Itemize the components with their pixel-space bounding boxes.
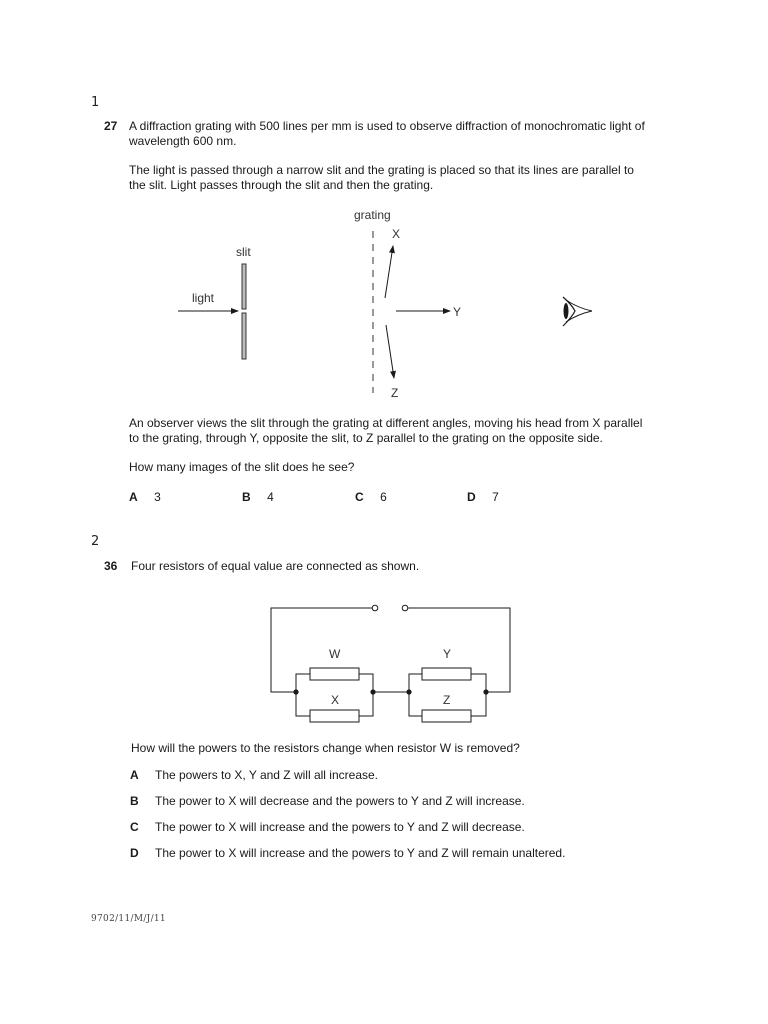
option-text: The power to X will increase and the powers to Y and Z will decrease. [155, 820, 525, 834]
q1-paragraph-1-line-1: A diffraction grating with 500 lines per mm is used to observe diffraction of monochromatic light of [129, 119, 645, 133]
option-letter: D [130, 846, 139, 860]
arrow-z-icon [386, 325, 394, 378]
option-letter: A [130, 768, 139, 782]
terminal-right-icon [402, 605, 408, 611]
circuit-diagram [0, 590, 768, 735]
option-text: The powers to X, Y and Z will all increase. [155, 768, 378, 782]
q1-paragraph-2-line-2: the slit. Light passes through the slit and then the grating. [129, 178, 434, 192]
question-index-1: 1 [91, 95, 100, 110]
q2-option-b[interactable] [130, 794, 525, 809]
question-index-2: 2 [91, 534, 100, 549]
label-slit: slit [236, 245, 251, 259]
q2-option-c[interactable] [130, 820, 525, 835]
label-x: X [331, 693, 340, 707]
label-y: Y [453, 305, 462, 319]
resistor-y-icon [422, 668, 471, 680]
option-letter: C [130, 820, 139, 834]
label-w: W [329, 647, 341, 661]
arrow-x-icon [385, 246, 393, 298]
q1-option-d[interactable] [467, 488, 499, 506]
q1-option-b[interactable] [242, 488, 274, 506]
junction-icon [293, 689, 298, 694]
slit-icon [242, 264, 246, 359]
label-z: Z [443, 693, 451, 707]
option-value: 4 [267, 490, 274, 504]
option-letter: C [355, 490, 364, 504]
q1-paragraph-3-line-1: An observer views the slit through the grating at different angles, moving his head from X parallel [129, 416, 643, 430]
label-grating: grating [354, 208, 391, 222]
q1-question: How many images of the slit does he see? [129, 460, 355, 474]
option-letter: B [130, 794, 139, 808]
junction-icon [370, 689, 375, 694]
label-x: X [392, 227, 401, 241]
resistor-x-icon [310, 710, 359, 722]
question-number-36: 36 [104, 559, 118, 573]
q2-option-d[interactable] [130, 846, 566, 861]
option-letter: B [242, 490, 251, 504]
q1-option-a[interactable] [129, 488, 161, 506]
q1-paragraph-3-line-2: to the grating, through Y, opposite the slit, to Z parallel to the grating on the opposite side. [129, 431, 603, 445]
option-letter: A [129, 490, 138, 504]
resistor-w-icon [310, 668, 359, 680]
option-text: The power to X will increase and the powers to Y and Z will remain unaltered. [155, 846, 566, 860]
q1-paragraph-2-line-1: The light is passed through a narrow slit and the grating is placed so that its lines are parallel to [129, 163, 634, 177]
q2-intro: Four resistors of equal value are connected as shown. [131, 559, 420, 573]
eye-icon [563, 297, 592, 326]
label-light: light [192, 291, 215, 305]
diffraction-diagram [0, 0, 768, 420]
q2-option-a[interactable] [130, 768, 378, 783]
label-y: Y [443, 647, 452, 661]
junction-icon [406, 689, 411, 694]
q1-option-c[interactable] [355, 488, 387, 506]
q2-question: How will the powers to the resistors change when resistor W is removed? [131, 741, 520, 755]
junction-icon [483, 689, 488, 694]
question-number-27: 27 [104, 119, 118, 133]
q1-paragraph-3 [129, 416, 689, 446]
option-value: 3 [154, 490, 161, 504]
q1-paragraph-1-line-2: wavelength 600 nm. [129, 134, 237, 148]
terminal-left-icon [372, 605, 378, 611]
label-z: Z [391, 386, 399, 400]
page-footer-code: 9702/11/M/J/11 [91, 914, 166, 924]
option-text: The power to X will decrease and the powers to Y and Z will increase. [155, 794, 525, 808]
resistor-z-icon [422, 710, 471, 722]
option-letter: D [467, 490, 476, 504]
option-value: 6 [380, 490, 387, 504]
option-value: 7 [492, 490, 499, 504]
